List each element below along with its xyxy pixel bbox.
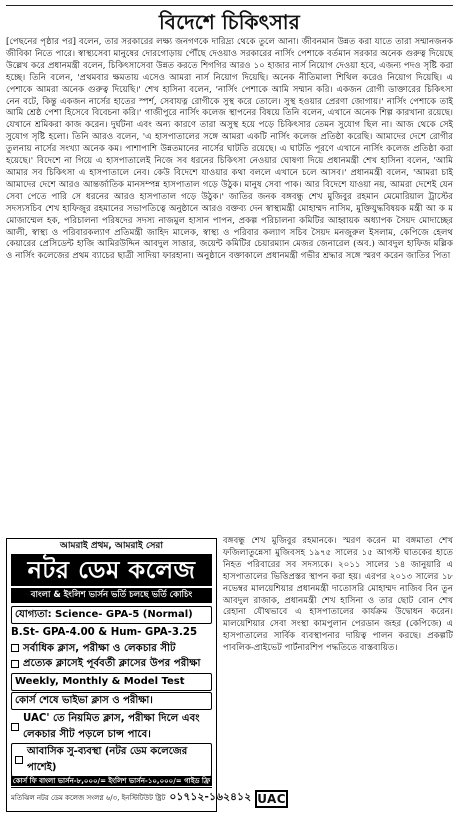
advertisement [6, 538, 286, 812]
ad-feature-uac [11, 711, 212, 743]
ad-feature-text: UAC' তে নিয়মিত ক্লাস, পরীক্ষা দিলে এবং লেকচার সীট পড়লে চান্স পাবে। [23, 712, 200, 740]
ad-feature-tests [11, 673, 212, 691]
ad-feature-text: আবাসিক সু-ব্যবস্থা (নটর ডেম কলেজের পাশেই) [27, 746, 188, 774]
ad-feature-text: Weekly, Monthly & Model Test [15, 676, 185, 688]
article-right [223, 536, 453, 812]
ad-feature-eligibility [11, 606, 212, 624]
checkbox-icon [11, 660, 19, 668]
checkbox-icon [11, 723, 19, 731]
ad-feature-accommodation [11, 743, 212, 777]
checkbox-icon [11, 644, 19, 652]
ad-feature-text: B.St- GPA-4.00 & Hum- GPA-3.25 [11, 626, 198, 638]
ad-feature-exams [11, 656, 212, 672]
ad-feature-text: যোগ্যতা: Science- GPA-5 (Normal) [15, 609, 193, 620]
ad-tagline: আমরাই প্রথম, আমরাই সেরা [60, 541, 163, 551]
checkbox-icon [15, 756, 23, 764]
ad-admission: বাংলা & ইংলিশ ভার্সন ভর্তি চলছে ভর্তি কোচিং [11, 588, 212, 603]
article-top [6, 37, 453, 263]
ad-feature-text: প্রত্যেক ক্লাসেই পূর্ববর্তী ক্লাসের উপর পরীক্ষা [23, 658, 201, 670]
headline: বিদেশে চিকিৎসার [159, 10, 300, 34]
ad-address: মতিঝিল নটর ডেম কলেজ সংলগ্ন ৬/৩, ইনস্টিটিউট ষ্ট্রিট [11, 794, 166, 802]
ad-feature-text: সর্বাধিক ক্লাস, পরীক্ষা ও লেকচার সীট [23, 642, 176, 654]
top-rule [6, 5, 453, 6]
ad-fee-bar: কোর্স ফি বাংলা ভার্সন-৮,০০০/= ইংলিশ ভার্সন-১০,০০০/= গাইড ফ্রি [12, 777, 211, 785]
ad-feature-viva [11, 692, 212, 710]
uac-logo: UAC [257, 791, 286, 806]
ad-features-list [11, 605, 212, 774]
ad-feature-gpa [11, 625, 212, 641]
ad-phone: ০১৭১২-১৬২৪১২ [169, 791, 252, 803]
article-right-text: বঙ্গবন্ধু শেখ মুজিবুর রহমানকে। স্মরণ করেন মা বঙ্গমাতা শেখ ফজিলাতুন্নেসা মুজিবসহ ১৯৭৫ সালের ১৫ আগস্ট ঘাতকের হাতে নিহত পরিবারের সব সদস্যকে। ২০১১ সালের ১৪ জানুয়ারি এ হাসপাতালের ভিত্তিপ্রস্তর স্থাপন করা হয়। এরপর ২০১৩ সালের ১৮ নভেম্বর মালয়েশিয়ার প্রধানমন্ত্রী দাতোসরি মোহাম্মদ নাজিব বিন তুন আবদুল রাজাক, প্রধানমন্ত্রী শেখ হাসিনা ও তার ছোট বোন শেখ রেহানা যৌথভাবে এ হাসপাতালের কার্যক্রম উদ্বোধন করেন। মালয়েশিয়ার সেবা সংস্থা কামপুলান পেরডান জহর (কেপিজে) এ হাসপাতালের সার্বিক ব্যবস্থাপনার দায়িত্ব পালন করছে। প্রকল্পটি পাবলিক-প্রাইভেট পার্টনারশিপ পদ্ধতিতে বাস্তবায়িত। [223, 536, 453, 654]
ad-brand: নটর ডেম কলেজ [11, 554, 212, 586]
ad-feature-text: কোর্স শেষে ভাইভা ক্লাস ও পরীক্ষা। [15, 694, 153, 706]
ad-feature-classes [11, 641, 212, 657]
article-top-text: [পেছনের পৃষ্ঠার পর] বলেন, তার সরকারের লক্ষ্য জনগণকে দারিদ্র্য থেকে তুলে আনা। জীবনমান উন্নত করা যাতে তারা সম্মানজনক জীবিকা নিতে পারে। স্বাস্থ্যসেবা মানুষের দোরগোড়ায় পৌঁছে দেওয়াও সরকারের নার্সিং পেশাকে বর্তমান সরকার অনেক গুরুত্ব দিয়েছে উল্লেখ করে প্রধানমন্ত্রী বলেন, চিকিৎসাসেবা উন্নত করতে শিগগির আরও ১০ হাজার নার্স নিয়োগ দেওয়া হবে, এজন্য পদও সৃষ্টি করা হচ্ছে। তিনি বলেন, 'প্রথমবার ক্ষমতায় এসেও আমরা নার্স নিয়োগ দিয়েছি। অনেক নীতিমালা শিথিল করেও নিয়োগ দিয়েছি। এ পেশাকে আমরা অনেক গুরুত্ব দিয়েছি।' শেখ হাসিনা বলেন, 'নার্সিং পেশাকে আমি সম্মান করি। একজন রোগী ডাক্তারের চিকিৎসা নেন বটে, কিন্তু একজন নার্সের হাতের স্পর্শ, সেবাযত্ন রোগীকে সুস্থ করে তোলে। সুস্থ হওয়ার প্রেরণা জোগায়।' নার্সিং পেশাকে তাই আমি শ্রেষ্ঠ পেশা হিসেবে বিবেচনা করি।' গাজীপুরে নার্সিং কলেজ স্থাপনের বিষয়ে তিনি বলেন, এখানে অনেক শিল্প কারখানা রয়েছে। যেখানে শ্রমিকরা কাজ করেন। দুর্ঘটনা এবং অন্য কারণে তারা অসুস্থ হয়ে পড়ে চিকিৎসার তেমন সুযোগ ছিল না। আজ থেকে সেই সুযোগ সৃষ্টি হলো। তিনি আরও বলেন, 'এ হাসপাতালের সঙ্গে আমরা একটি নার্সিং কলেজ প্রতিষ্ঠা করেছি। আমাদের দেশে রোগীর তুলনায় নার্সের সংখ্যা অনেক কম। পাশাপাশি উন্নতমানের নার্সের ঘাটতি রয়েছে। এ ঘাটতি পূরণে এখানে নার্সিং কলেজ প্রতিষ্ঠা করা হয়েছে।' বিদেশে না গিয়ে এ হাসপাতালেই নিজে সব ধরনের চিকিৎসা নেওয়ার ঘোষণা দিয়ে প্রধানমন্ত্রী শেখ হাসিনা বলেন, 'আমি আমার সব চিকিৎসা এ হাসপাতালে নেব। কেউ বিদেশে যাওয়ার কথা বললে এখানে চলে আসব।' প্রধানমন্ত্রী বলেন, 'আমরা চাই আমাদের দেশে আরও আন্তর্জাতিক মানসম্পন্ন হাসপাতাল গড়ে উঠুক। মানুষ সেবা পাক। আর বিদেশে যাওয়া নয়, আমরা দেশেই যেন সেবা পেতে পারি সে ধরনের আরও হাসপাতাল গড়ে উঠুক।' জাতির জনক বঙ্গবন্ধু শেখ মুজিবুর রহমান মেমোরিয়াল ট্রাস্টের সদস্যসচিব শেখ হাফিজুর রহমানের সভাপতিত্বে অনুষ্ঠানে আরও বক্তব্য দেন স্বাস্থ্যমন্ত্রী মোহাম্মদ নাসিম, মুক্তিযুদ্ধবিষয়ক মন্ত্রী আ ক ম মোজাম্মেল হক, পরিচালনা পরিষদের সদস্য নাজমুল হাসান পাপন, প্রকল্প পরিচালনা কমিটির আহ্বায়ক অধ্যাপক সৈয়দ মোদাচ্ছের আলী, স্বাস্থ্য ও পরিবারকল্যাণ প্রতিমন্ত্রী জাহিদ মালেক, স্বাস্থ্য ও পরিবার কল্যাণ সচিব সৈয়দ মনজুরুল ইসলাম, কেপিজে হেলথ কেয়ারের প্রেসিডেন্ট হাজি আমিরউদ্দিন আবদুল সাত্তার, জয়েন্ট কমিটির চেয়ারম্যান মেজর জেনারেল (অব.) আবদুল হাফিজ মল্লিক ও নার্সিং কলেজের প্রথম ব্যাচের ছাত্রী সাদিয়া ফারহানা। অনুষ্ঠানে বক্তাকালে প্রধানমন্ত্রী গভীর শ্রদ্ধার সঙ্গে স্মরণ করেন জাতির পিতা [6, 37, 453, 262]
ad-footer [11, 787, 286, 809]
